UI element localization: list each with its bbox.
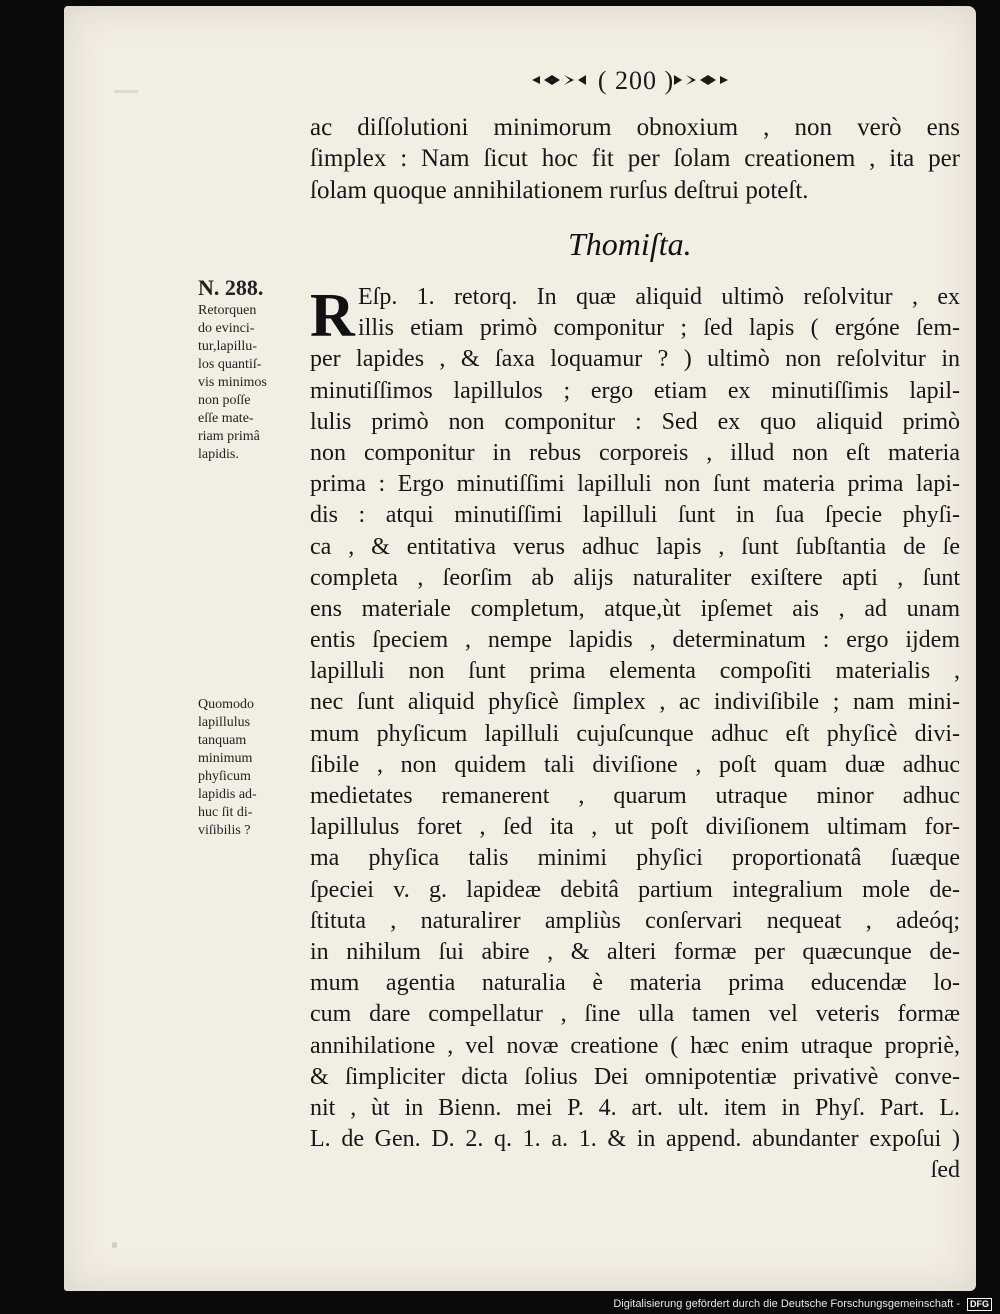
text-line: entis ſpeciem , nempe lapidis , determinatum : ergo ijdem <box>310 627 960 654</box>
text-line: & ſimpliciter dicta ſolius Dei omnipotentiæ privativè conve- <box>310 1063 960 1090</box>
margin-note-line: phyſicum <box>198 769 251 784</box>
header-ornament-left <box>530 71 588 89</box>
text-line: non componitur in rebus corporeis , illud non eſt materia <box>310 439 960 466</box>
text-line: ſtituta , naturalirer ampliùs conſervari nequeat , adeóq; <box>310 907 960 934</box>
text-line: lapilluli non ſunt prima elementa compoſiti materialis , <box>310 658 960 685</box>
text-line: prima : Ergo minutiſſimi lapilluli non ſunt materia prima lapi- <box>310 471 960 498</box>
margin-note-line: lapidis. <box>198 447 239 462</box>
margin-note-line: minimum <box>198 751 253 766</box>
section-title: Thomiſta. <box>568 226 692 262</box>
text-line: completa , ſeorſim ab alijs naturaliter exiſtere apti , ſunt <box>310 564 960 591</box>
text-line: ſpeciei v. g. lapideæ debitâ partium integralium mole de- <box>310 876 960 903</box>
text-line: ca , & entitativa verus adhuc lapis , ſunt ſubſtantia de ſe <box>310 533 960 560</box>
margin-note-288 <box>198 276 290 464</box>
text-line: ſimplex : Nam ſicut hoc fit per ſolam creationem , ita per <box>310 145 960 173</box>
text-line: lapillulus foret , ſed ita , ut poſt diviſionem ultimam for- <box>310 814 960 841</box>
page-number: ( 200 ) <box>597 66 675 95</box>
text-line: per lapides , & ſaxa loquamur ? ) ultimò non reſolvitur in <box>310 346 960 373</box>
text-line: L. de Gen. D. 2. q. 1. a. 1. & in append. abundanter expoſui ) <box>310 1126 960 1153</box>
header-ornament-right <box>672 71 730 89</box>
margin-note-line: riam primâ <box>198 429 260 444</box>
text-line: illis etiam primò componitur ; ſed lapis ( ergóne ſem- <box>358 315 960 342</box>
margin-note-line: eſſe mate- <box>198 411 254 426</box>
text-line: medietates remanerent , quarum utraque minor adhuc <box>310 783 960 809</box>
main-paragraph <box>310 282 960 1186</box>
text-line: mum phyſicum lapilluli cujuſcunque adhuc eſt phyſicè divi- <box>310 720 960 747</box>
paragraph-number: N. 288. <box>198 275 264 300</box>
margin-note-line: lapillulus <box>198 715 251 730</box>
text-line: lulis primò non componitur : Sed ex quo aliquid primò <box>310 408 960 435</box>
margin-note-line: huc ſit di- <box>198 805 253 820</box>
margin-note-line: viſibilis ? <box>198 823 251 838</box>
margin-note-line: Quomodo <box>198 697 254 712</box>
dfg-logo: DFG <box>967 1298 992 1311</box>
digitization-credit: Digitalisierung gefördert durch die Deutsche Forschungsgemeinschaft - <box>613 1298 960 1310</box>
margin-note-line: vis minimos <box>198 375 267 390</box>
page-edge-mark <box>112 1242 117 1248</box>
margin-note-line: los quantiſ- <box>198 357 262 372</box>
text-line: ac diſſolutioni minimorum obnoxium , non verò ens <box>310 114 960 141</box>
top-paragraph <box>310 112 960 206</box>
text-line: mum agentia naturalia è materia prima educendæ lo- <box>310 970 960 997</box>
text-line: dis : atqui minutiſſimi lapilluli ſunt in ſua ſpecie phyſi- <box>310 502 960 529</box>
margin-note-line: do evinci- <box>198 321 255 336</box>
text-line: ſibile , non quidem tali diviſione , poſt quam duæ adhuc <box>310 751 960 778</box>
text-line: cum dare compellatur , ſine ulla tamen vel veteris formæ <box>310 1001 960 1028</box>
text-line: minutiſſimos lapillulos ; ergo etiam ex minutiſſimis lapil- <box>310 377 960 404</box>
text-line: ſed <box>930 1157 960 1184</box>
text-line: ma phyſica talis minimi phyſici proportionatâ ſuæque <box>310 845 960 872</box>
text-line: ſolam quoque annihilationem rurſus deſtrui poteſt. <box>310 176 809 204</box>
margin-note-quomodo <box>198 696 290 840</box>
text-line: in nihilum ſui abire , & alteri formæ per quæcunque de- <box>310 938 960 965</box>
margin-note-line: tanquam <box>198 733 247 748</box>
page-edge-mark <box>114 90 138 93</box>
margin-note-line: lapidis ad- <box>198 787 257 802</box>
margin-note-line: Retorquen <box>198 303 257 318</box>
margin-note-line: non poſſe <box>198 393 251 408</box>
text-line: Eſp. 1. retorq. In quæ aliquid ultimò reſolvitur , ex <box>358 284 960 310</box>
text-line: ens materiale completum, atque,ùt ipſemet ais , ad unam <box>310 595 960 622</box>
text-line: nit , ùt in Bienn. mei P. 4. art. ult. item in Phyſ. Part. L. <box>310 1094 960 1121</box>
text-line: annihilatione , vel novæ creatione ( hæc enim utraque propriè, <box>310 1032 960 1059</box>
drop-cap: R <box>310 282 355 350</box>
text-line: nec ſunt aliquid phyſicè ſimplex , ac indiviſibile ; nam mini- <box>310 689 960 716</box>
margin-note-line: tur,lapillu- <box>198 339 257 354</box>
